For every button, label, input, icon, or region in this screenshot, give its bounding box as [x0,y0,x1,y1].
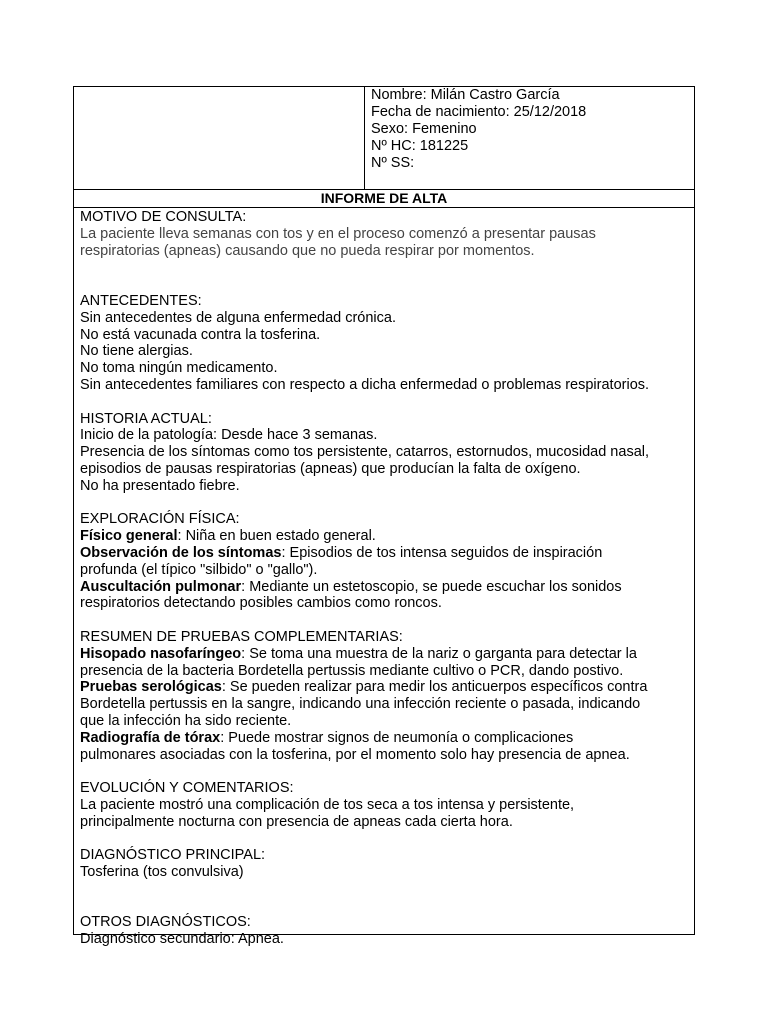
historia-line: episodios de pausas respiratorias (apneas) que producían la falta de oxígeno. [80,460,581,477]
exploracion-auscultacion [80,579,692,596]
observacion-line2: profunda (el típico "silbido" o "gallo"). [80,561,318,578]
exploracion-fisico [80,528,692,545]
pruebas-radiografia [80,730,692,747]
fisico-label: Físico general [80,528,178,545]
logo-cell [74,87,365,189]
hisopado-text: : Se toma una muestra de la nariz o garganta para detectar la [241,645,637,662]
radiografia-line2: pulmonares asociadas con la tosferina, por el momento solo hay presencia de apnea. [80,746,630,763]
patient-name: Nombre: Milán Castro García [371,87,560,103]
radiografia-label: Radiografía de tórax [80,729,221,746]
motivo-line: respiratorias (apneas) causando que no pueda respirar por momentos. [80,242,535,259]
patient-sex: Sexo: Femenino [371,121,477,137]
diagnostico-text: Tosferina (tos convulsiva) [80,864,244,881]
otros-text: Diagnóstico secundario: Apnea. [80,931,284,948]
section-heading-antecedentes: ANTECEDENTES: [80,292,202,309]
pruebas-hisopado [80,646,692,663]
antecedentes-line: No toma ningún medicamento. [80,360,278,377]
report-frame [73,86,695,948]
hisopado-label: Hisopado nasofaríngeo [80,645,242,662]
fisico-text: : Niña en buen estado general. [177,528,376,545]
report-title: INFORME DE ALTA [74,190,694,208]
auscultacion-line2: respiratorios detectando posibles cambios como roncos. [80,595,442,612]
serologicas-label: Pruebas serológicas [80,679,222,696]
evolucion-line: La paciente mostró una complicación de tos seca a tos intensa y persistente, [80,796,575,813]
observacion-label: Observación de los síntomas [80,544,282,561]
antecedentes-line: Sin antecedentes de alguna enfermedad crónica. [80,309,396,326]
patient-ss: Nº SS: [371,155,415,171]
section-heading-pruebas: RESUMEN DE PRUEBAS COMPLEMENTARIAS: [80,628,403,645]
historia-line: Inicio de la patología: Desde hace 3 semanas. [80,427,378,444]
auscultacion-label: Auscultación pulmonar [80,578,242,595]
evolucion-line: principalmente nocturna con presencia de apneas cada cierta hora. [80,813,513,830]
radiografia-text: : Puede mostrar signos de neumonía o complicaciones [220,729,574,746]
observacion-text: : Episodios de tos intensa seguidos de inspiración [281,544,603,561]
serologicas-line2: Bordetella pertussis en la sangre, indicando una infección reciente o pasada, indicando [80,696,641,713]
pruebas-serologicas [80,679,692,696]
patient-hc: Nº HC: 181225 [371,138,469,154]
section-heading-exploracion: EXPLORACIÓN FÍSICA: [80,511,240,528]
header-row [74,87,694,190]
section-heading-evolucion: EVOLUCIÓN Y COMENTARIOS: [80,780,294,797]
report-content [80,209,692,948]
section-heading-diagnostico: DIAGNÓSTICO PRINCIPAL: [80,847,266,864]
antecedentes-line: Sin antecedentes familiares con respecto a dicha enfermedad o problemas respiratorios. [80,376,650,393]
section-heading-otros: OTROS DIAGNÓSTICOS: [80,914,251,931]
historia-line: Presencia de los síntomas como tos persistente, catarros, estornudos, mucosidad nasal, [80,444,650,461]
patient-birthdate: Fecha de nacimiento: 25/12/2018 [371,104,587,120]
antecedentes-line: No tiene alergias. [80,343,193,360]
hisopado-line2: presencia de la bacteria Bordetella pertussis mediante cultivo o PCR, dando postivo. [80,662,624,679]
serologicas-text: : Se pueden realizar para medir los anticuerpos específicos contra [221,679,648,696]
motivo-line: La paciente lleva semanas con tos y en el proceso comenzó a presentar pausas [80,225,596,242]
serologicas-line3: que la infección ha sido reciente. [80,712,292,729]
patient-info [371,87,586,172]
auscultacion-text: : Mediante un estetoscopio, se puede escuchar los sonidos [241,578,622,595]
section-heading-motivo: MOTIVO DE CONSULTA: [80,209,247,225]
section-heading-historia: HISTORIA ACTUAL: [80,410,212,427]
antecedentes-line: No está vacunada contra la tosferina. [80,326,321,343]
historia-line: No ha presentado fiebre. [80,477,240,494]
exploracion-observacion [80,545,692,562]
